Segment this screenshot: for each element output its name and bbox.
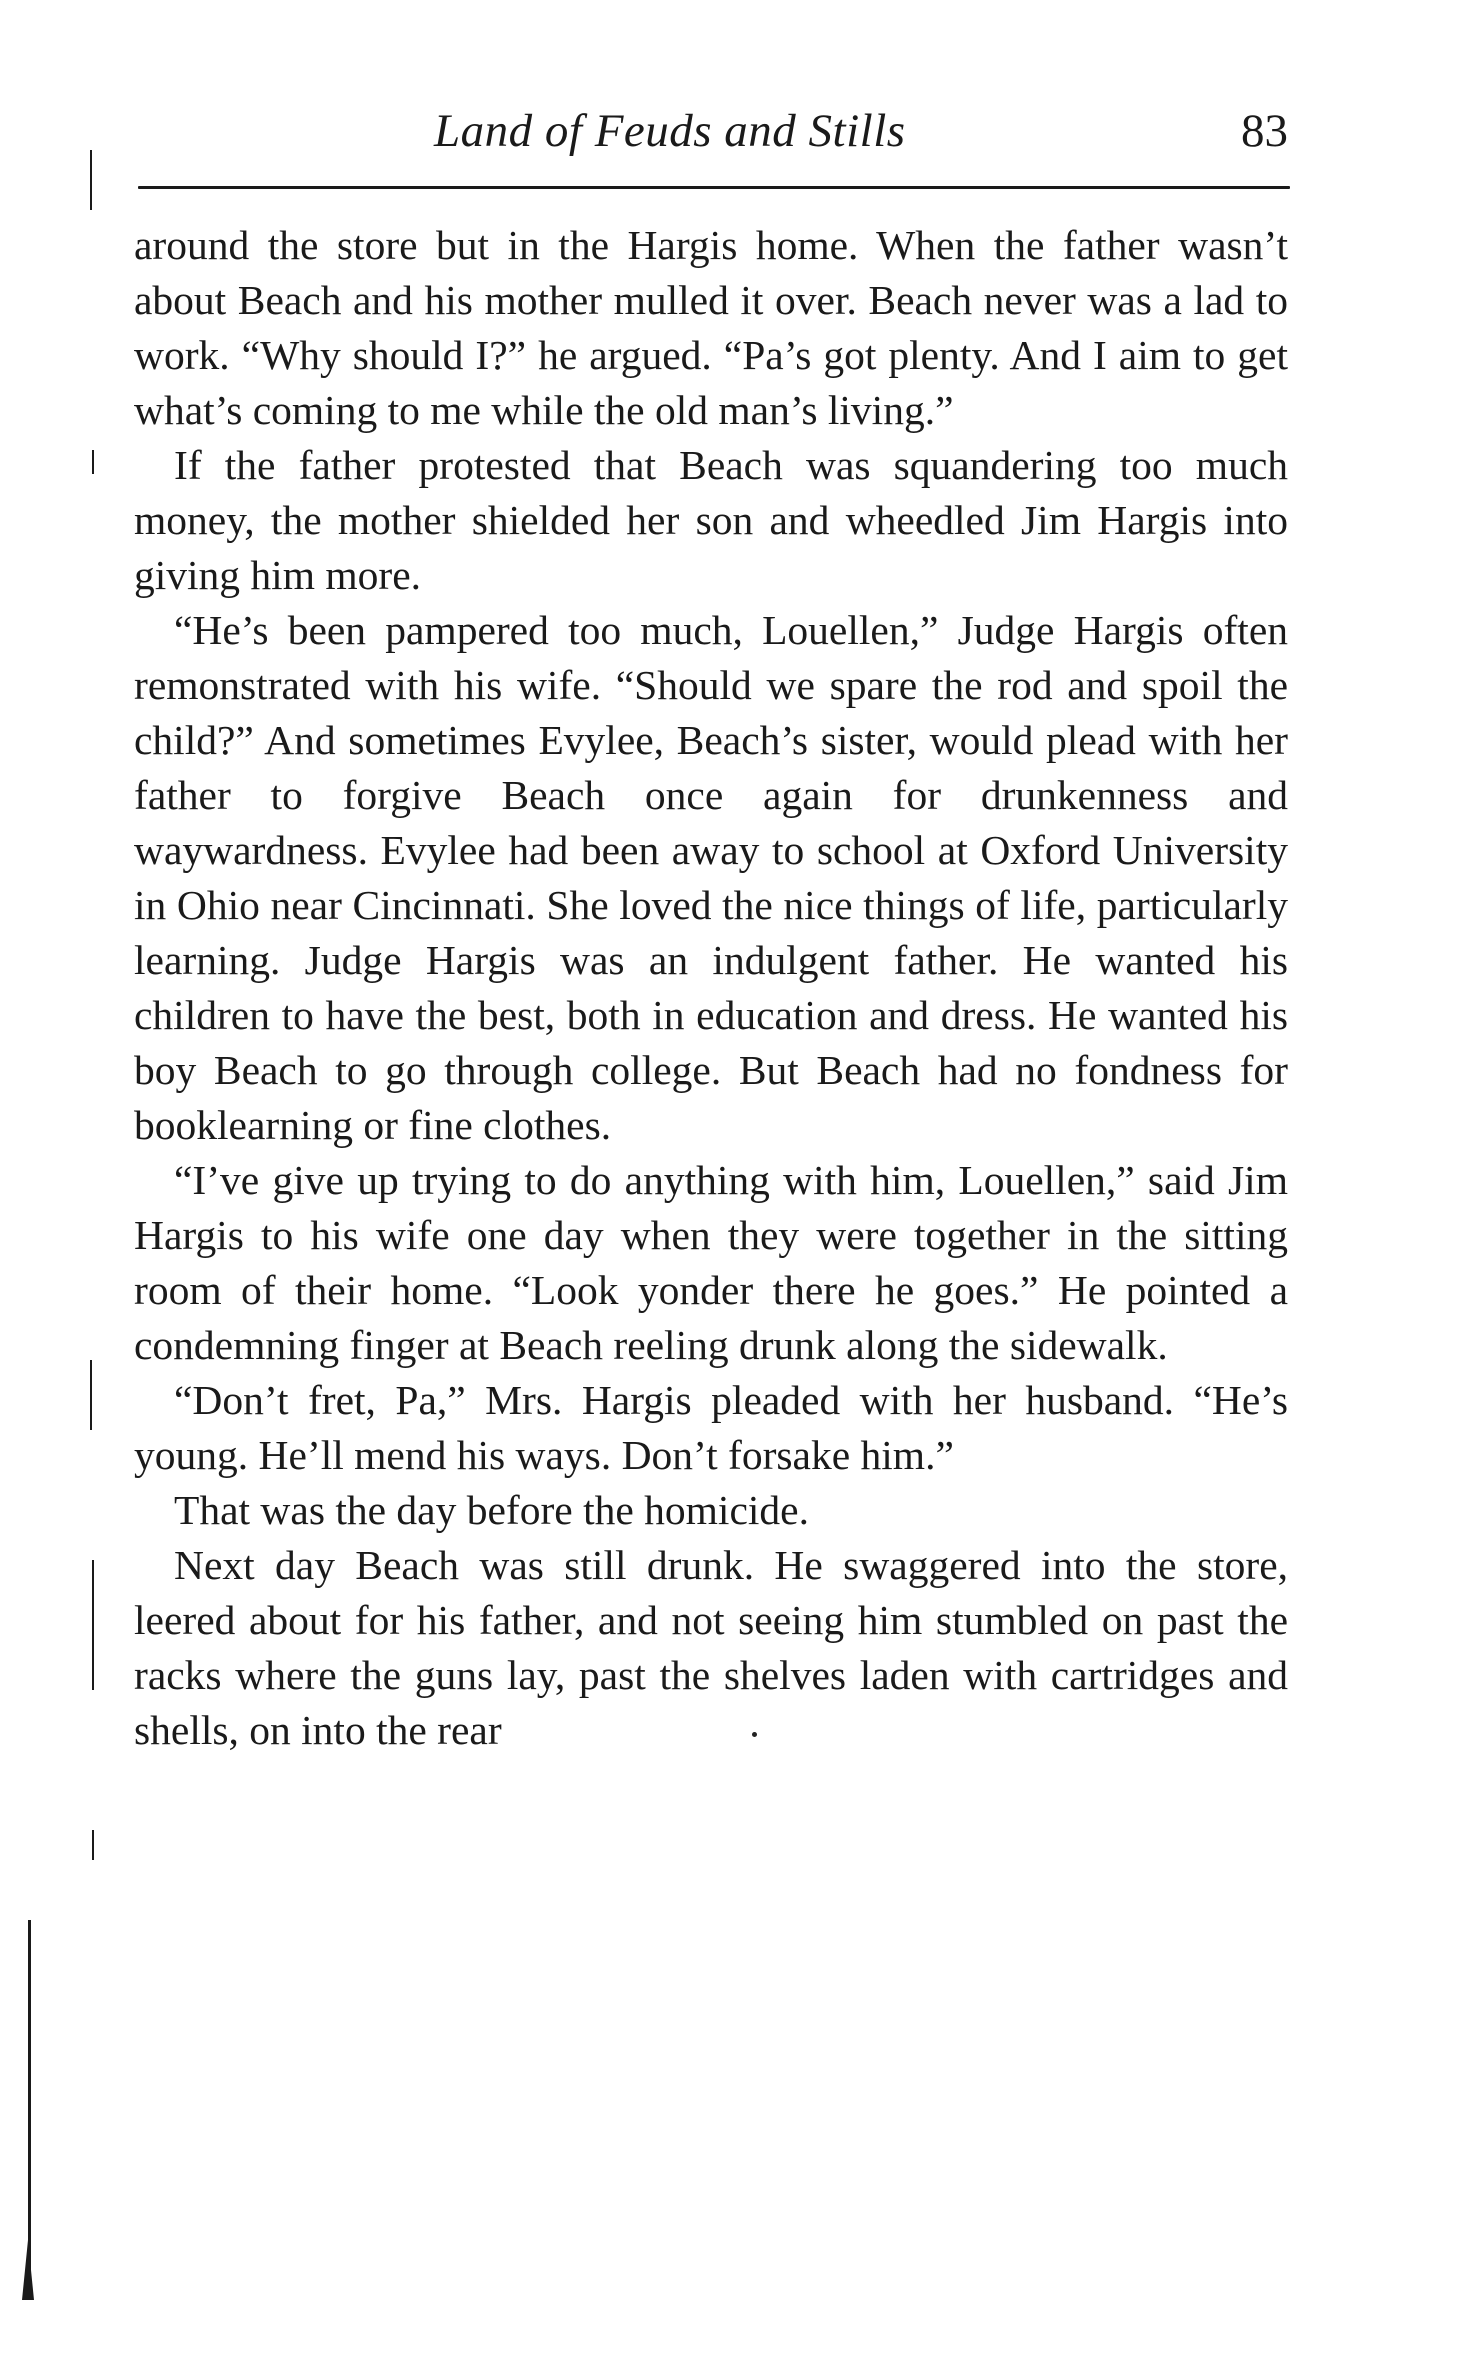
paragraph-4: “I’ve give up trying to do anything with him, Louellen,” said Jim Hargis to his wife one day when they were together in the sitting room of their home. “Look yonder there he goes.” He pointed a condemning finger at Beach reeling drunk along the sidewalk. [134,1157,1288,1368]
paragraph-3: “He’s been pampered too much, Louellen,” Judge Hargis often remonstrated with his wife. “Should we spare the rod and spoil the child?” And sometimes Evylee, Beach’s sister, would plead with her father to forgive Beach once again for drunkenness and waywardness. Evylee had been away to school at Oxford University in Ohio near Cincinnati. She loved the nice things of life, particularly learning. Judge Hargis was an indulgent father. He wanted his children to have the best, both in education and dress. He wanted his boy Beach to go through college. But Beach had no fondness for booklearning or fine clothes. [134,607,1288,1148]
paragraph-2: If the father protested that Beach was squandering too much money, the mother shielded her son and wheedled Jim Hargis into giving him more. [134,442,1288,598]
paragraph-6: That was the day before the homicide. [174,1487,809,1533]
ink-speck [752,1732,757,1737]
paragraph-7: Next day Beach was still drunk. He swaggered into the store, leered about for his father, and not seeing him stumbled on past the racks where the guns lay, past the shelves laden with cartridges and shells, on into the rear [134,1542,1288,1753]
page-header [134,104,1288,164]
scan-margin-artifacts [0,0,60,2358]
paragraph-5: “Don’t fret, Pa,” Mrs. Hargis pleaded with her husband. “He’s young. He’ll mend his ways. Don’t forsake him.” [134,1377,1288,1478]
page-number: 83 [1241,105,1288,157]
running-head-title: Land of Feuds and Stills [434,105,906,157]
paragraph-1: around the store but in the Hargis home. When the father wasn’t about Beach and his mother mulled it over. Beach never was a lad to work. “Why should I?” he argued. “Pa’s got plenty. And I aim to get what’s coming to me while the old man’s living.” [134,222,1288,433]
body-text [134,218,1288,1758]
header-rule [138,186,1290,189]
